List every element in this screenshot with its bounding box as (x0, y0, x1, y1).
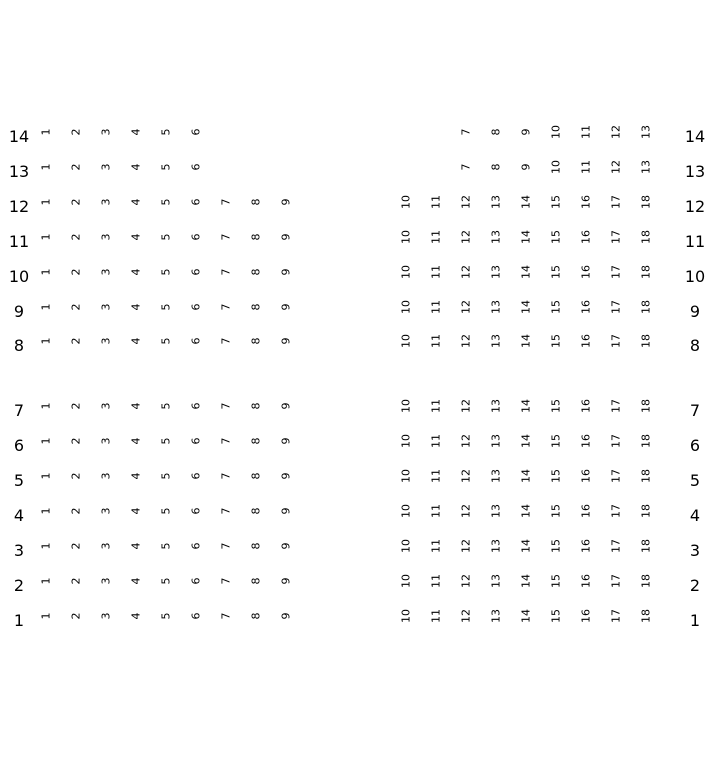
seat-row-14-number-13[interactable]: 13 (639, 125, 653, 139)
row-label-left-10: 10 (8, 267, 30, 286)
seat-row-8-number-4[interactable]: 4 (129, 337, 143, 345)
seat-row-8-number-16[interactable]: 16 (579, 334, 593, 348)
seat-row-7-number-5[interactable]: 5 (159, 402, 173, 410)
row-label-left-12: 12 (8, 197, 30, 216)
seat-row-1-number-15[interactable]: 15 (549, 609, 563, 623)
seat-row-11-number-8[interactable]: 8 (249, 233, 263, 241)
seat-row-7-number-7[interactable]: 7 (219, 402, 233, 410)
seat-row-12-number-5[interactable]: 5 (159, 198, 173, 206)
seat-row-8-number-10[interactable]: 10 (399, 334, 413, 348)
seat-row-12-number-15[interactable]: 15 (549, 195, 563, 209)
seat-row-9-number-4[interactable]: 4 (129, 303, 143, 311)
seat-row-8-number-15[interactable]: 15 (549, 334, 563, 348)
seat-row-6-number-8[interactable]: 8 (249, 437, 263, 445)
seat-row-10-number-17[interactable]: 17 (609, 265, 623, 279)
seat-row-7-number-17[interactable]: 17 (609, 399, 623, 413)
seat-row-4-number-12[interactable]: 12 (459, 504, 473, 518)
seat-row-4-number-15[interactable]: 15 (549, 504, 563, 518)
row-label-left-8: 8 (13, 336, 25, 355)
seat-row-5-number-2[interactable]: 2 (69, 472, 83, 480)
seat-row-10-number-14[interactable]: 14 (519, 265, 533, 279)
seat-row-13-number-9[interactable]: 9 (519, 163, 533, 171)
seat-row-12-number-12[interactable]: 12 (459, 195, 473, 209)
seat-row-12-number-16[interactable]: 16 (579, 195, 593, 209)
seat-row-4-number-11[interactable]: 11 (429, 504, 443, 518)
seat-row-1-number-3[interactable]: 3 (99, 612, 113, 620)
seat-row-10-number-11[interactable]: 11 (429, 265, 443, 279)
seat-row-14-number-2[interactable]: 2 (69, 128, 83, 136)
seat-row-14-number-10[interactable]: 10 (549, 125, 563, 139)
seat-row-13-number-10[interactable]: 10 (549, 160, 563, 174)
seat-row-8-number-14[interactable]: 14 (519, 334, 533, 348)
seat-row-7-number-6[interactable]: 6 (189, 402, 203, 410)
seat-row-9-number-3[interactable]: 3 (99, 303, 113, 311)
seat-row-11-number-2[interactable]: 2 (69, 233, 83, 241)
seat-row-1-number-17[interactable]: 17 (609, 609, 623, 623)
seat-row-5-number-17[interactable]: 17 (609, 469, 623, 483)
seat-row-7-number-11[interactable]: 11 (429, 399, 443, 413)
seat-row-3-number-11[interactable]: 11 (429, 539, 443, 553)
row-label-right-10: 10 (684, 267, 706, 286)
seat-row-8-number-5[interactable]: 5 (159, 337, 173, 345)
seat-row-1-number-2[interactable]: 2 (69, 612, 83, 620)
seat-row-10-number-9[interactable]: 9 (279, 268, 293, 276)
seat-row-2-number-16[interactable]: 16 (579, 574, 593, 588)
seat-row-12-number-13[interactable]: 13 (489, 195, 503, 209)
seat-row-7-number-3[interactable]: 3 (99, 402, 113, 410)
seat-row-14-number-12[interactable]: 12 (609, 125, 623, 139)
seat-row-10-number-18[interactable]: 18 (639, 265, 653, 279)
seat-row-8-number-3[interactable]: 3 (99, 337, 113, 345)
row-label-right-1: 1 (689, 611, 701, 630)
row-label-left-14: 14 (8, 127, 30, 146)
seat-row-2-number-3[interactable]: 3 (99, 577, 113, 585)
seat-row-11-number-11[interactable]: 11 (429, 230, 443, 244)
seat-row-1-number-8[interactable]: 8 (249, 612, 263, 620)
seat-row-5-number-8[interactable]: 8 (249, 472, 263, 480)
seat-row-4-number-18[interactable]: 18 (639, 504, 653, 518)
seat-row-11-number-13[interactable]: 13 (489, 230, 503, 244)
seat-row-12-number-11[interactable]: 11 (429, 195, 443, 209)
seat-row-10-number-5[interactable]: 5 (159, 268, 173, 276)
seat-row-5-number-12[interactable]: 12 (459, 469, 473, 483)
seat-row-9-number-11[interactable]: 11 (429, 300, 443, 314)
seat-row-12-number-1[interactable]: 1 (39, 198, 53, 206)
seat-row-6-number-5[interactable]: 5 (159, 437, 173, 445)
seat-row-10-number-15[interactable]: 15 (549, 265, 563, 279)
seat-row-7-number-13[interactable]: 13 (489, 399, 503, 413)
seat-row-3-number-2[interactable]: 2 (69, 542, 83, 550)
seat-row-3-number-4[interactable]: 4 (129, 542, 143, 550)
seat-row-5-number-13[interactable]: 13 (489, 469, 503, 483)
seat-row-4-number-8[interactable]: 8 (249, 507, 263, 515)
seat-row-11-number-16[interactable]: 16 (579, 230, 593, 244)
seat-row-3-number-1[interactable]: 1 (39, 542, 53, 550)
seat-row-2-number-10[interactable]: 10 (399, 574, 413, 588)
seat-row-5-number-4[interactable]: 4 (129, 472, 143, 480)
row-label-left-13: 13 (8, 162, 30, 181)
seat-row-12-number-14[interactable]: 14 (519, 195, 533, 209)
seat-row-1-number-5[interactable]: 5 (159, 612, 173, 620)
seat-row-3-number-13[interactable]: 13 (489, 539, 503, 553)
seat-row-1-number-11[interactable]: 11 (429, 609, 443, 623)
row-label-left-11: 11 (8, 232, 30, 251)
seat-row-9-number-17[interactable]: 17 (609, 300, 623, 314)
seat-row-1-number-4[interactable]: 4 (129, 612, 143, 620)
seat-row-14-number-1[interactable]: 1 (39, 128, 53, 136)
seat-row-5-number-18[interactable]: 18 (639, 469, 653, 483)
seat-row-13-number-11[interactable]: 11 (579, 160, 593, 174)
seat-row-10-number-2[interactable]: 2 (69, 268, 83, 276)
seat-row-1-number-9[interactable]: 9 (279, 612, 293, 620)
seat-row-1-number-18[interactable]: 18 (639, 609, 653, 623)
seat-row-8-number-8[interactable]: 8 (249, 337, 263, 345)
row-label-left-4: 4 (13, 506, 25, 525)
seat-row-1-number-6[interactable]: 6 (189, 612, 203, 620)
seat-row-12-number-4[interactable]: 4 (129, 198, 143, 206)
seat-row-2-number-7[interactable]: 7 (219, 577, 233, 585)
seat-row-1-number-14[interactable]: 14 (519, 609, 533, 623)
seat-row-7-number-1[interactable]: 1 (39, 402, 53, 410)
seat-row-7-number-4[interactable]: 4 (129, 402, 143, 410)
seat-row-2-number-12[interactable]: 12 (459, 574, 473, 588)
seat-row-6-number-18[interactable]: 18 (639, 434, 653, 448)
seat-row-11-number-3[interactable]: 3 (99, 233, 113, 241)
seat-row-11-number-5[interactable]: 5 (159, 233, 173, 241)
seat-row-3-number-18[interactable]: 18 (639, 539, 653, 553)
row-label-right-11: 11 (684, 232, 706, 251)
seat-row-7-number-15[interactable]: 15 (549, 399, 563, 413)
seat-row-10-number-1[interactable]: 1 (39, 268, 53, 276)
seat-row-9-number-1[interactable]: 1 (39, 303, 53, 311)
seat-row-8-number-17[interactable]: 17 (609, 334, 623, 348)
seat-row-6-number-4[interactable]: 4 (129, 437, 143, 445)
seat-row-4-number-4[interactable]: 4 (129, 507, 143, 515)
seat-row-13-number-7[interactable]: 7 (459, 163, 473, 171)
seat-row-12-number-8[interactable]: 8 (249, 198, 263, 206)
row-label-right-2: 2 (689, 576, 701, 595)
seat-row-8-number-18[interactable]: 18 (639, 334, 653, 348)
seat-row-14-number-9[interactable]: 9 (519, 128, 533, 136)
seat-row-3-number-7[interactable]: 7 (219, 542, 233, 550)
seat-row-12-number-6[interactable]: 6 (189, 198, 203, 206)
seat-row-4-number-16[interactable]: 16 (579, 504, 593, 518)
seat-row-3-number-17[interactable]: 17 (609, 539, 623, 553)
row-label-right-3: 3 (689, 541, 701, 560)
seat-row-3-number-15[interactable]: 15 (549, 539, 563, 553)
seat-row-10-number-4[interactable]: 4 (129, 268, 143, 276)
seat-row-12-number-2[interactable]: 2 (69, 198, 83, 206)
seat-row-9-number-15[interactable]: 15 (549, 300, 563, 314)
seat-row-13-number-13[interactable]: 13 (639, 160, 653, 174)
seat-row-5-number-9[interactable]: 9 (279, 472, 293, 480)
seat-row-12-number-3[interactable]: 3 (99, 198, 113, 206)
seat-row-6-number-12[interactable]: 12 (459, 434, 473, 448)
seat-row-12-number-9[interactable]: 9 (279, 198, 293, 206)
row-label-right-14: 14 (684, 127, 706, 146)
seat-row-2-number-11[interactable]: 11 (429, 574, 443, 588)
seat-row-3-number-3[interactable]: 3 (99, 542, 113, 550)
seat-row-2-number-17[interactable]: 17 (609, 574, 623, 588)
seat-row-8-number-6[interactable]: 6 (189, 337, 203, 345)
seat-row-3-number-14[interactable]: 14 (519, 539, 533, 553)
seat-row-5-number-5[interactable]: 5 (159, 472, 173, 480)
seat-row-6-number-13[interactable]: 13 (489, 434, 503, 448)
seat-row-14-number-8[interactable]: 8 (489, 128, 503, 136)
row-label-right-12: 12 (684, 197, 706, 216)
seat-row-3-number-16[interactable]: 16 (579, 539, 593, 553)
seat-row-1-number-10[interactable]: 10 (399, 609, 413, 623)
seat-row-13-number-4[interactable]: 4 (129, 163, 143, 171)
seat-row-8-number-7[interactable]: 7 (219, 337, 233, 345)
seat-row-9-number-2[interactable]: 2 (69, 303, 83, 311)
seat-row-9-number-7[interactable]: 7 (219, 303, 233, 311)
seat-row-8-number-2[interactable]: 2 (69, 337, 83, 345)
seat-row-6-number-16[interactable]: 16 (579, 434, 593, 448)
seat-row-10-number-6[interactable]: 6 (189, 268, 203, 276)
seat-row-14-number-6[interactable]: 6 (189, 128, 203, 136)
seat-row-4-number-14[interactable]: 14 (519, 504, 533, 518)
seat-row-12-number-10[interactable]: 10 (399, 195, 413, 209)
seat-row-14-number-3[interactable]: 3 (99, 128, 113, 136)
seat-row-5-number-6[interactable]: 6 (189, 472, 203, 480)
seat-row-9-number-14[interactable]: 14 (519, 300, 533, 314)
seat-row-9-number-18[interactable]: 18 (639, 300, 653, 314)
seat-row-2-number-13[interactable]: 13 (489, 574, 503, 588)
seat-row-3-number-12[interactable]: 12 (459, 539, 473, 553)
seat-row-10-number-12[interactable]: 12 (459, 265, 473, 279)
seat-row-2-number-18[interactable]: 18 (639, 574, 653, 588)
seat-row-5-number-14[interactable]: 14 (519, 469, 533, 483)
seat-row-8-number-11[interactable]: 11 (429, 334, 443, 348)
seat-row-3-number-6[interactable]: 6 (189, 542, 203, 550)
seat-row-13-number-3[interactable]: 3 (99, 163, 113, 171)
seat-row-1-number-16[interactable]: 16 (579, 609, 593, 623)
row-label-left-9: 9 (13, 302, 25, 321)
seat-row-4-number-9[interactable]: 9 (279, 507, 293, 515)
seat-row-2-number-5[interactable]: 5 (159, 577, 173, 585)
seat-row-3-number-5[interactable]: 5 (159, 542, 173, 550)
seat-row-2-number-14[interactable]: 14 (519, 574, 533, 588)
row-label-right-5: 5 (689, 471, 701, 490)
row-label-right-6: 6 (689, 436, 701, 455)
row-label-left-7: 7 (13, 401, 25, 420)
seat-row-2-number-4[interactable]: 4 (129, 577, 143, 585)
seat-row-14-number-4[interactable]: 4 (129, 128, 143, 136)
seat-row-5-number-16[interactable]: 16 (579, 469, 593, 483)
seat-row-5-number-7[interactable]: 7 (219, 472, 233, 480)
seat-row-6-number-11[interactable]: 11 (429, 434, 443, 448)
seat-row-14-number-5[interactable]: 5 (159, 128, 173, 136)
seat-row-9-number-10[interactable]: 10 (399, 300, 413, 314)
seat-row-4-number-3[interactable]: 3 (99, 507, 113, 515)
seat-row-10-number-13[interactable]: 13 (489, 265, 503, 279)
row-label-right-8: 8 (689, 336, 701, 355)
seat-row-8-number-12[interactable]: 12 (459, 334, 473, 348)
seat-row-4-number-13[interactable]: 13 (489, 504, 503, 518)
seat-row-13-number-8[interactable]: 8 (489, 163, 503, 171)
seat-row-7-number-12[interactable]: 12 (459, 399, 473, 413)
row-label-left-6: 6 (13, 436, 25, 455)
seat-row-6-number-9[interactable]: 9 (279, 437, 293, 445)
seat-row-10-number-10[interactable]: 10 (399, 265, 413, 279)
seat-row-13-number-2[interactable]: 2 (69, 163, 83, 171)
seat-row-3-number-10[interactable]: 10 (399, 539, 413, 553)
seat-row-5-number-1[interactable]: 1 (39, 472, 53, 480)
seat-row-9-number-16[interactable]: 16 (579, 300, 593, 314)
seat-row-12-number-7[interactable]: 7 (219, 198, 233, 206)
seat-row-5-number-3[interactable]: 3 (99, 472, 113, 480)
row-label-left-5: 5 (13, 471, 25, 490)
seat-row-6-number-10[interactable]: 10 (399, 434, 413, 448)
seat-row-9-number-6[interactable]: 6 (189, 303, 203, 311)
seat-row-3-number-8[interactable]: 8 (249, 542, 263, 550)
seat-row-14-number-11[interactable]: 11 (579, 125, 593, 139)
seat-row-11-number-15[interactable]: 15 (549, 230, 563, 244)
seat-row-4-number-7[interactable]: 7 (219, 507, 233, 515)
seat-row-6-number-14[interactable]: 14 (519, 434, 533, 448)
row-label-right-13: 13 (684, 162, 706, 181)
seat-row-10-number-7[interactable]: 7 (219, 268, 233, 276)
seat-row-2-number-6[interactable]: 6 (189, 577, 203, 585)
seat-row-10-number-8[interactable]: 8 (249, 268, 263, 276)
seat-row-11-number-17[interactable]: 17 (609, 230, 623, 244)
seat-row-13-number-1[interactable]: 1 (39, 163, 53, 171)
seat-row-11-number-1[interactable]: 1 (39, 233, 53, 241)
seat-row-7-number-18[interactable]: 18 (639, 399, 653, 413)
seat-row-11-number-10[interactable]: 10 (399, 230, 413, 244)
seat-row-1-number-7[interactable]: 7 (219, 612, 233, 620)
seat-row-6-number-1[interactable]: 1 (39, 437, 53, 445)
seat-row-4-number-10[interactable]: 10 (399, 504, 413, 518)
seat-row-7-number-2[interactable]: 2 (69, 402, 83, 410)
seat-row-5-number-11[interactable]: 11 (429, 469, 443, 483)
seat-row-7-number-10[interactable]: 10 (399, 399, 413, 413)
seat-row-11-number-4[interactable]: 4 (129, 233, 143, 241)
seat-row-7-number-14[interactable]: 14 (519, 399, 533, 413)
seat-row-11-number-14[interactable]: 14 (519, 230, 533, 244)
seat-row-4-number-17[interactable]: 17 (609, 504, 623, 518)
seat-row-7-number-16[interactable]: 16 (579, 399, 593, 413)
seat-row-13-number-12[interactable]: 12 (609, 160, 623, 174)
seat-row-6-number-6[interactable]: 6 (189, 437, 203, 445)
seat-row-8-number-9[interactable]: 9 (279, 337, 293, 345)
seat-row-11-number-9[interactable]: 9 (279, 233, 293, 241)
seat-row-11-number-7[interactable]: 7 (219, 233, 233, 241)
seat-row-12-number-18[interactable]: 18 (639, 195, 653, 209)
seat-row-5-number-10[interactable]: 10 (399, 469, 413, 483)
seat-row-6-number-15[interactable]: 15 (549, 434, 563, 448)
seat-row-11-number-18[interactable]: 18 (639, 230, 653, 244)
row-label-right-4: 4 (689, 506, 701, 525)
seat-row-4-number-1[interactable]: 1 (39, 507, 53, 515)
seat-row-13-number-6[interactable]: 6 (189, 163, 203, 171)
seat-row-6-number-2[interactable]: 2 (69, 437, 83, 445)
seat-row-12-number-17[interactable]: 17 (609, 195, 623, 209)
row-label-left-3: 3 (13, 541, 25, 560)
seat-row-1-number-12[interactable]: 12 (459, 609, 473, 623)
seat-row-6-number-17[interactable]: 17 (609, 434, 623, 448)
seat-row-7-number-8[interactable]: 8 (249, 402, 263, 410)
seat-row-9-number-13[interactable]: 13 (489, 300, 503, 314)
seat-row-8-number-13[interactable]: 13 (489, 334, 503, 348)
seat-row-4-number-2[interactable]: 2 (69, 507, 83, 515)
seat-row-2-number-1[interactable]: 1 (39, 577, 53, 585)
seat-row-2-number-9[interactable]: 9 (279, 577, 293, 585)
seat-row-10-number-16[interactable]: 16 (579, 265, 593, 279)
seat-row-10-number-3[interactable]: 3 (99, 268, 113, 276)
row-label-right-9: 9 (689, 302, 701, 321)
seat-row-2-number-2[interactable]: 2 (69, 577, 83, 585)
seat-row-1-number-1[interactable]: 1 (39, 612, 53, 620)
row-label-right-7: 7 (689, 401, 701, 420)
seat-row-9-number-9[interactable]: 9 (279, 303, 293, 311)
seat-row-9-number-8[interactable]: 8 (249, 303, 263, 311)
seat-row-6-number-3[interactable]: 3 (99, 437, 113, 445)
seat-row-7-number-9[interactable]: 9 (279, 402, 293, 410)
row-label-left-2: 2 (13, 576, 25, 595)
row-label-left-1: 1 (13, 611, 25, 630)
seat-row-4-number-6[interactable]: 6 (189, 507, 203, 515)
seat-row-2-number-15[interactable]: 15 (549, 574, 563, 588)
seat-row-5-number-15[interactable]: 15 (549, 469, 563, 483)
seat-row-3-number-9[interactable]: 9 (279, 542, 293, 550)
seat-row-9-number-12[interactable]: 12 (459, 300, 473, 314)
seat-row-1-number-13[interactable]: 13 (489, 609, 503, 623)
seat-row-11-number-6[interactable]: 6 (189, 233, 203, 241)
seat-row-9-number-5[interactable]: 5 (159, 303, 173, 311)
seat-row-6-number-7[interactable]: 7 (219, 437, 233, 445)
seat-row-2-number-8[interactable]: 8 (249, 577, 263, 585)
seat-row-14-number-7[interactable]: 7 (459, 128, 473, 136)
seat-row-11-number-12[interactable]: 12 (459, 230, 473, 244)
seat-row-13-number-5[interactable]: 5 (159, 163, 173, 171)
seat-row-4-number-5[interactable]: 5 (159, 507, 173, 515)
seat-row-8-number-1[interactable]: 1 (39, 337, 53, 345)
